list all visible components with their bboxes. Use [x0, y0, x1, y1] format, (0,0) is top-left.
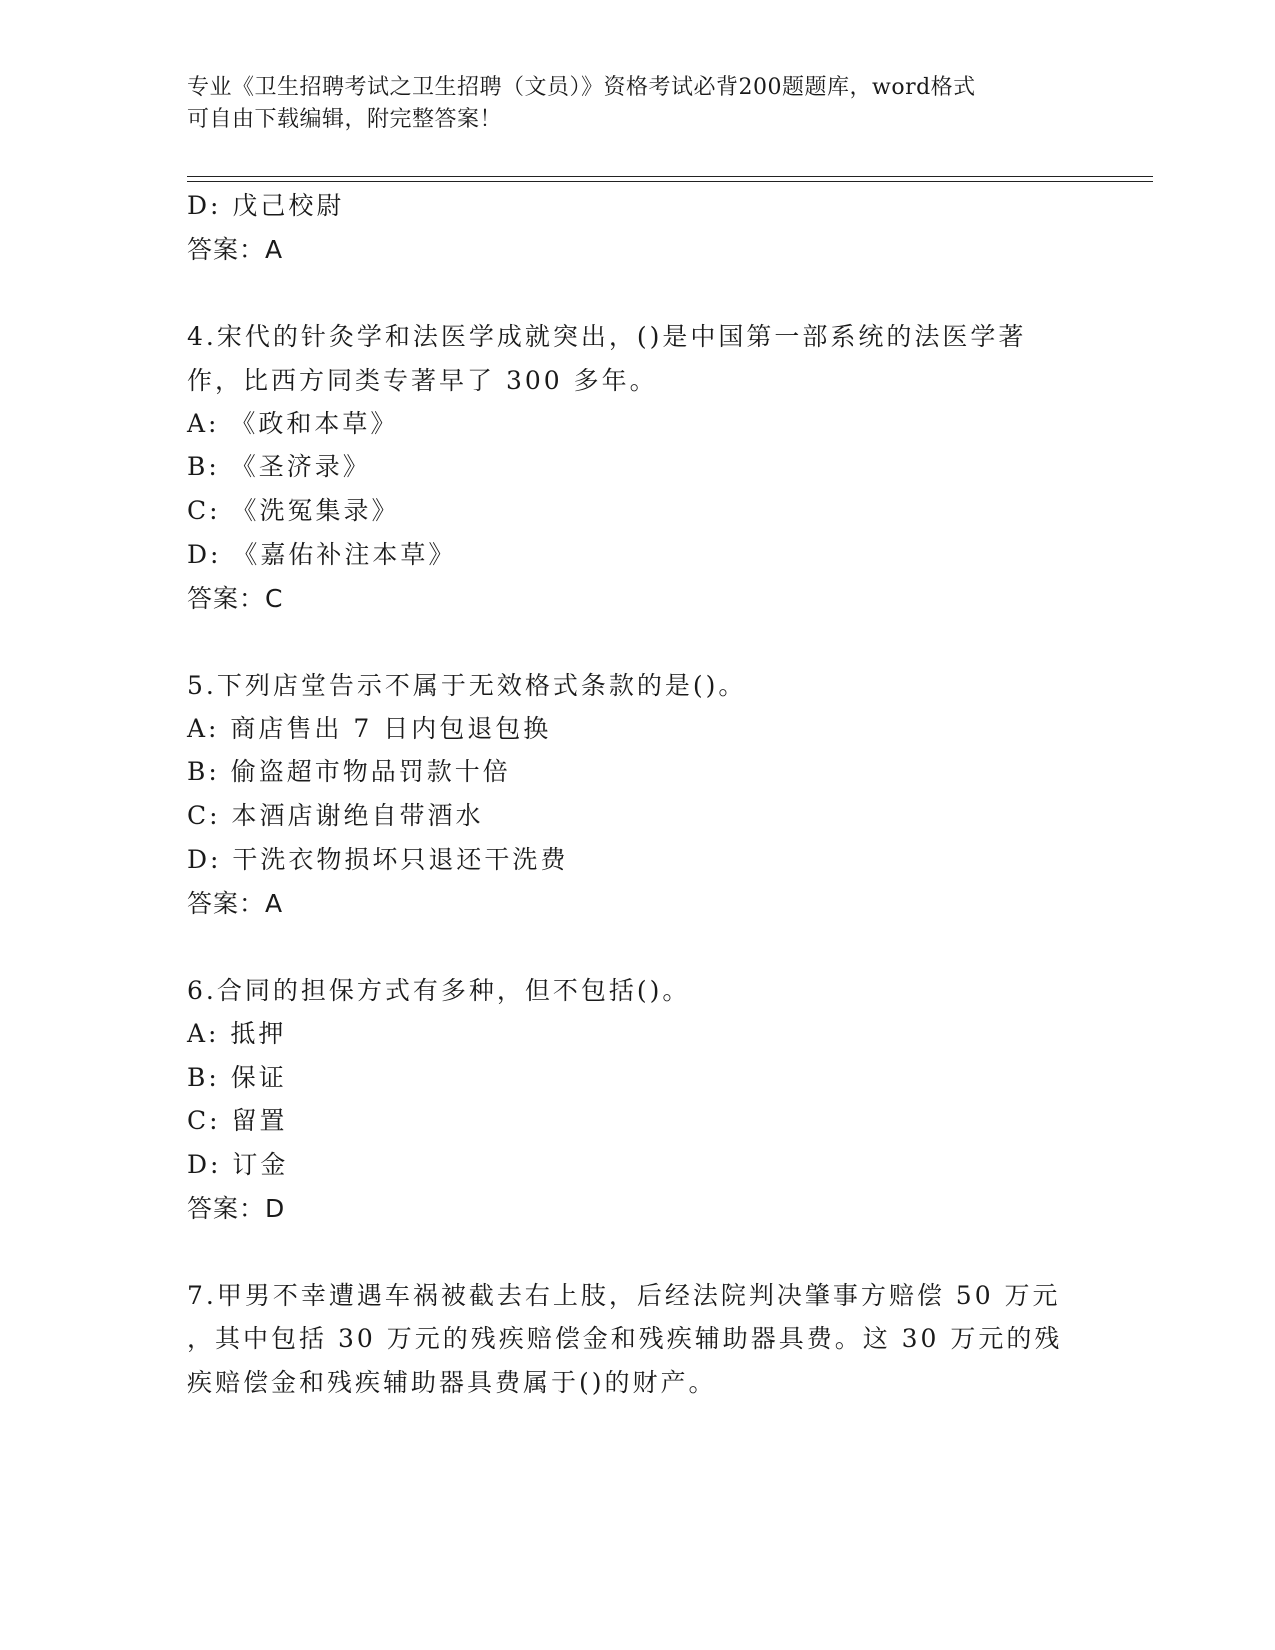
q4-option-a: A: 《政和本草》	[187, 409, 399, 438]
q6-answer: 答案：D	[187, 1194, 286, 1223]
q3-answer: 答案：A	[187, 235, 284, 264]
q7-stem-line-2: ，其中包括 30 万元的残疾赔偿金和残疾辅助器具费。这 30 万元的残	[187, 1324, 1063, 1353]
q4-answer: 答案：C	[187, 584, 284, 613]
q6-option-d: D: 订金	[187, 1150, 289, 1179]
q4-option-b: B: 《圣济录》	[187, 452, 371, 481]
q6-option-a: A: 抵押	[187, 1019, 287, 1048]
q6-stem-line-1: 6.合同的担保方式有多种，但不包括()。	[187, 976, 691, 1005]
q4-option-c: C: 《洗冤集录》	[187, 496, 400, 525]
q4-stem-line-2: 作，比西方同类专著早了 300 多年。	[187, 366, 658, 395]
header-line-2: 可自由下载编辑，附完整答案！	[187, 107, 503, 132]
q7-stem-line-3: 疾赔偿金和残疾辅助器具费属于()的财产。	[187, 1368, 717, 1397]
q5-option-b: B: 偷盗超市物品罚款十倍	[187, 757, 511, 786]
q6-option-c: C: 留置	[187, 1106, 288, 1135]
q7-stem-line-1: 7.甲男不幸遭遇车祸被截去右上肢，后经法院判决肇事方赔偿 50 万元	[187, 1281, 1061, 1310]
q5-option-c: C: 本酒店谢绝自带酒水	[187, 801, 484, 830]
q3-option-d: D: 戊己校尉	[187, 191, 345, 220]
q5-option-d: D: 干洗衣物损坏只退还干洗费	[187, 845, 569, 874]
q5-option-a: A: 商店售出 7 日内包退包换	[187, 714, 552, 743]
q5-stem-line-1: 5.下列店堂告示不属于无效格式条款的是()。	[187, 671, 747, 700]
q5-answer: 答案：A	[187, 889, 284, 918]
q4-stem-line-1: 4.宋代的针灸学和法医学成就突出，()是中国第一部系统的法医学著	[187, 322, 1027, 351]
q4-option-d: D: 《嘉佑补注本草》	[187, 540, 457, 569]
q6-option-b: B: 保证	[187, 1063, 287, 1092]
header-line-1: 专业《卫生招聘考试之卫生招聘（文员）》资格考试必背200题题库，word格式	[187, 75, 976, 100]
header-divider-bottom	[187, 181, 1153, 182]
document-header	[187, 72, 1067, 136]
header-divider-top	[187, 176, 1153, 177]
